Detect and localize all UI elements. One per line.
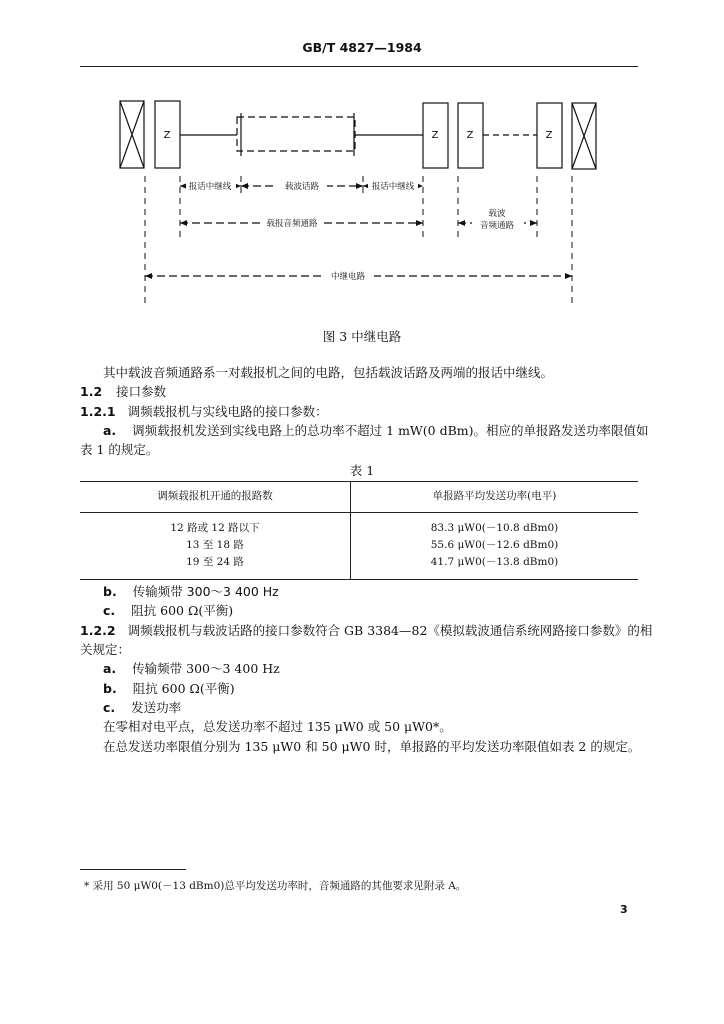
- item-b1-mark: b.: [103, 584, 117, 599]
- relay-circuit-diagram: [0, 0, 724, 330]
- footnote: * 采用 50 μW0(－13 dBm0)总平均发送功率时，音频通路的其他要求见附录 A。: [84, 880, 467, 892]
- table-bottom-rule: [80, 579, 638, 580]
- label-carrier-line: 载波话路: [284, 182, 320, 192]
- section-1-2: [80, 384, 166, 400]
- item-c2: [103, 700, 181, 716]
- section-1-2-1-number: 1.2.1: [80, 404, 116, 419]
- paragraph-c2-1: 在零相对电平点，总发送功率不超过 135 μW0 或 50 μW0*。: [103, 719, 452, 734]
- table-row-3-power: 41.7 μW0(－13.8 dBm0): [430, 556, 559, 568]
- item-a2-text: 传输频带 300～3 400 Hz: [132, 661, 280, 676]
- label-carrier-audio-channel: 载报音频通路: [266, 219, 318, 229]
- table-cell-routes: [80, 520, 350, 571]
- item-b1-text: 传输频带 300～3 400 Hz: [132, 584, 279, 599]
- item-a2-mark: a.: [103, 661, 117, 676]
- paragraph-c2-2: 在总发送功率限值分别为 135 μW0 和 50 μW0 时，单报路的平均发送功率限值如表 2 的规定。: [103, 739, 641, 754]
- item-b1: [103, 584, 279, 600]
- section-1-2-title: 接口参数: [116, 384, 167, 399]
- table-row-2-power: 55.6 μW0(－12.6 dBm0): [430, 539, 559, 551]
- label-trunk-right: 报话中继线: [371, 182, 415, 192]
- table-header-routes: 调频载报机开通的报路数: [157, 490, 273, 502]
- item-c1-mark: c.: [103, 603, 116, 618]
- item-a1-mark: a.: [103, 423, 117, 438]
- z-label-2: Z: [431, 130, 439, 141]
- figure-caption: 图 3 中继电路: [322, 329, 402, 344]
- item-a1-line2: 表 1 的规定。: [80, 442, 159, 457]
- intro-paragraph: 其中载波音频通路系一对载报机之间的电路，包括载波话路及两端的报话中继线。: [103, 365, 554, 380]
- table-row-1-power: 83.3 μW0(－10.8 dBm0): [430, 522, 559, 534]
- item-c1: [103, 603, 233, 619]
- item-c2-text: 发送功率: [131, 700, 182, 715]
- z-label-4: Z: [545, 130, 553, 141]
- table-row-2-routes: 13 至 18 路: [186, 539, 244, 551]
- item-c2-mark: c.: [103, 700, 116, 715]
- item-a1-line1: [103, 423, 649, 439]
- item-c1-text: 阻抗 600 Ω(平衡): [131, 603, 234, 618]
- item-b2-text: 阻抗 600 Ω(平衡): [132, 681, 235, 696]
- section-1-2-1: [80, 404, 328, 420]
- table-cell-power: [351, 520, 638, 571]
- section-1-2-1-title: 调频载报机与实线电路的接口参数：: [127, 404, 328, 419]
- item-b2-mark: b.: [103, 681, 117, 696]
- carrier-line-box: [237, 117, 355, 151]
- item-a1-text: 调频载报机发送到实线电路上的总功率不超过 1 mW(0 dBm)。相应的单报路发送功率限值如: [132, 423, 649, 438]
- section-1-2-number: 1.2: [80, 384, 103, 399]
- label-trunk-left: 报话中继线: [188, 182, 232, 192]
- table-row-1-routes: 12 路或 12 路以下: [170, 522, 260, 534]
- section-1-2-2-line2: 关规定：: [80, 642, 131, 657]
- page-number: 3: [620, 903, 628, 916]
- table-top-rule: [80, 481, 638, 482]
- footnote-rule: [80, 869, 186, 870]
- table-header-power: 单报路平均发送功率(电平): [432, 490, 557, 502]
- table-row-3-routes: 19 至 24 路: [186, 556, 244, 568]
- label-carrier-audio-right-2: 音频通路: [479, 221, 515, 231]
- section-1-2-2-line1: [80, 623, 652, 639]
- section-1-2-2-number: 1.2.2: [80, 623, 116, 638]
- item-b2: [103, 681, 235, 697]
- item-a2: [103, 661, 280, 677]
- z-label-3: Z: [466, 130, 474, 141]
- label-carrier-audio-right-1: 载波: [488, 209, 506, 219]
- table-header-rule: [80, 512, 638, 513]
- z-label-1: Z: [163, 130, 171, 141]
- standard-code-header: GB/T 4827—1984: [302, 40, 422, 55]
- section-1-2-2-text: 调频载报机与载波话路的接口参数符合 GB 3384—82《模拟载波通信系统网路接口参数》的相: [127, 623, 653, 638]
- table-1-title: 表 1: [349, 463, 375, 478]
- label-relay-circuit: 中继电路: [330, 272, 366, 282]
